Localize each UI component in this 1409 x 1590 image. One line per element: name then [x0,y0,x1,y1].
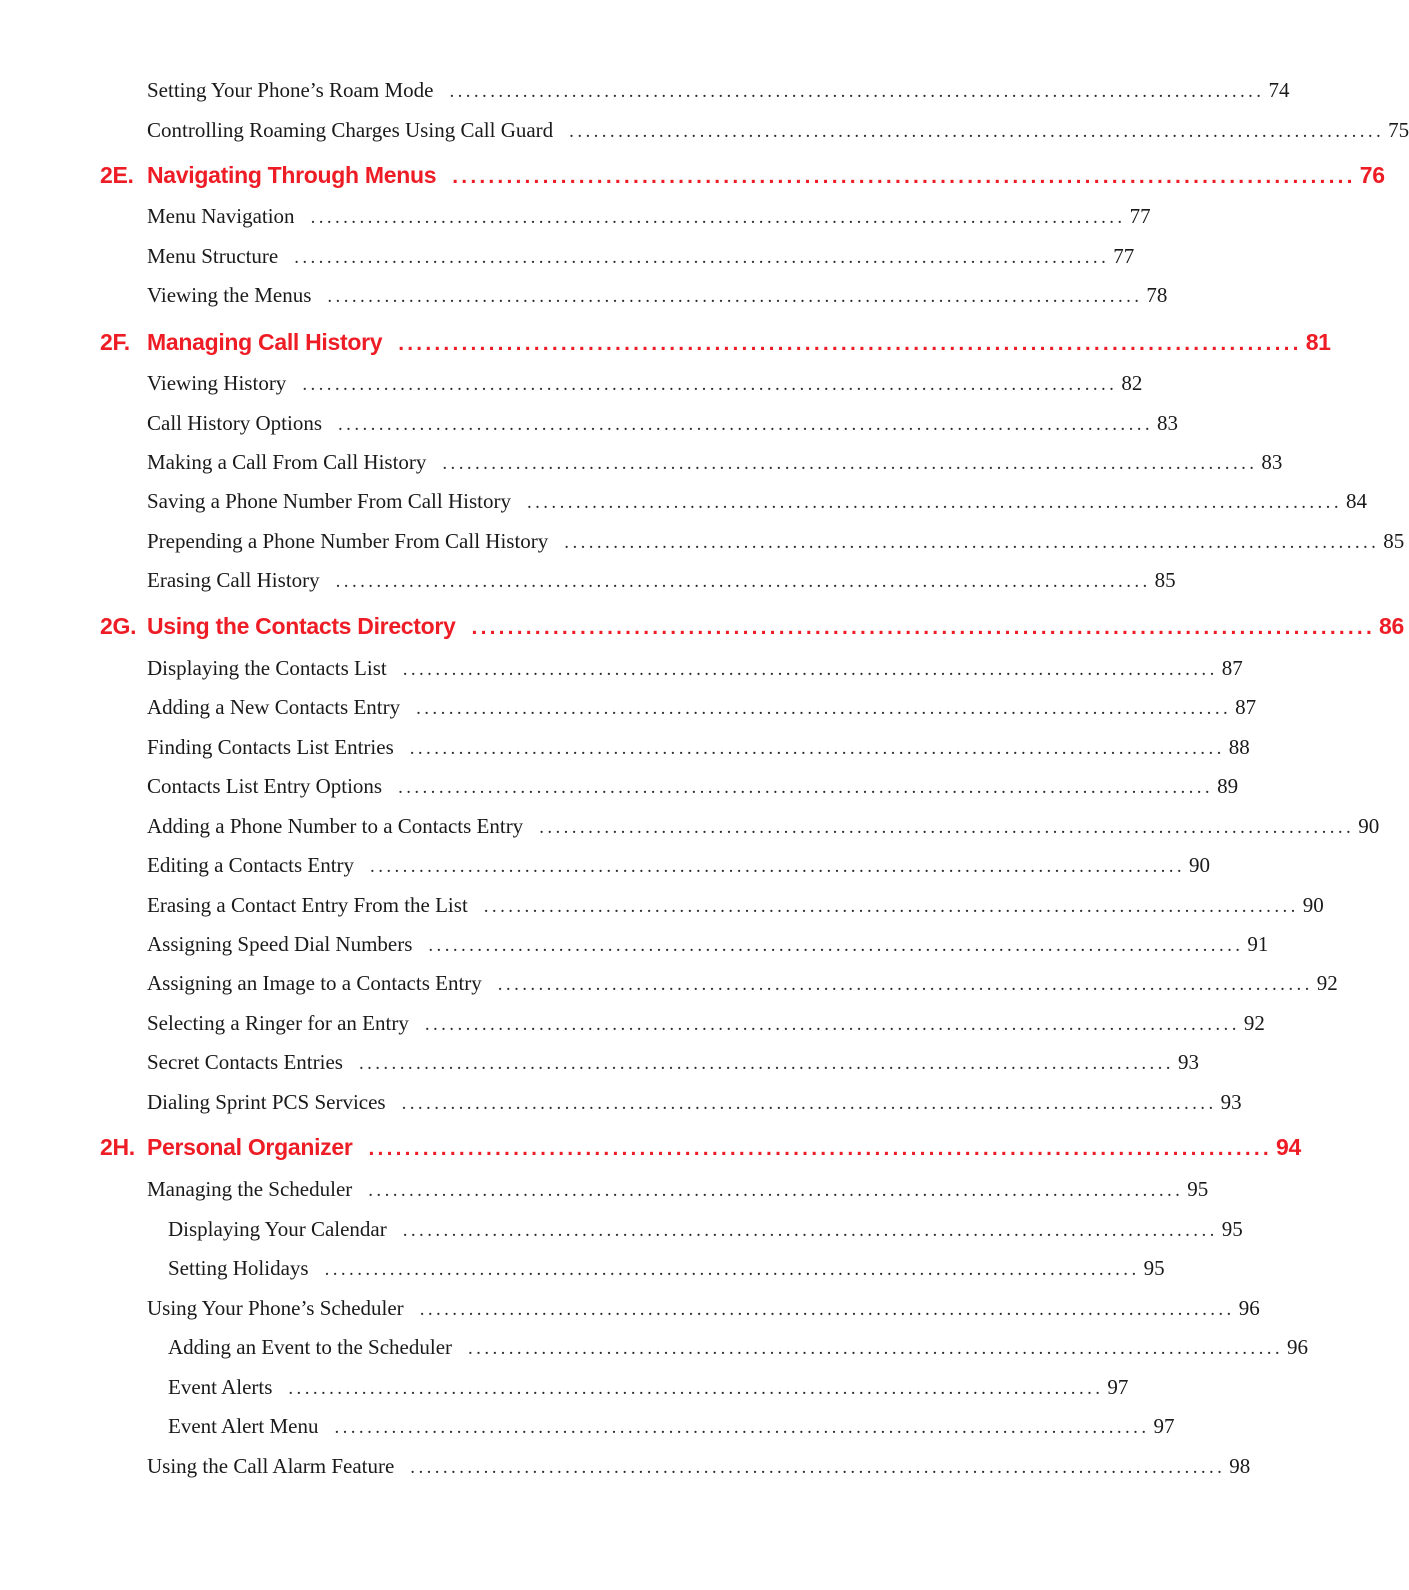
chapter-number: 2F. [100,329,130,355]
toc-subentry-title: Adding an Event to the Scheduler [168,1335,453,1359]
dot-leader: .................................................................................................... [402,1220,1218,1241]
toc-entry[interactable] [0,115,1409,145]
dot-leader: .................................................................................................... [483,896,1299,917]
toc-page-number: 92 [1316,971,1338,995]
toc-page-number: 91 [1247,932,1269,956]
toc-entry-title: Editing a Contacts Entry [147,853,355,877]
toc-chapter-2e[interactable] [0,160,1385,190]
dot-leader: .................................................................................................... [334,1417,1150,1438]
dot-leader: .................................................................................................... [358,1053,1174,1074]
toc-page-number: 93 [1177,1050,1199,1074]
chapter-number: 2G. [100,613,137,639]
toc-page-number: 77 [1113,244,1135,268]
dot-leader: .................................................................................................... [368,1137,1272,1160]
toc-page-number: 93 [1220,1090,1242,1114]
toc-subentry[interactable] [0,1332,1309,1362]
toc-entry-title: Finding Contacts List Entries [147,735,394,759]
dot-leader: .................................................................................................... [424,1014,1240,1035]
dot-leader: .................................................................................................... [497,974,1313,995]
chapter-title: Managing Call History [147,329,383,355]
dot-leader: .................................................................................................... [338,414,1154,435]
toc-entry[interactable] [0,75,1290,105]
toc-subentry-title: Event Alert Menu [168,1414,319,1438]
toc-entry[interactable] [0,280,1168,310]
chapter-number: 2H. [100,1134,135,1160]
toc-entry[interactable] [0,1008,1265,1038]
dot-leader: .................................................................................................... [416,698,1232,719]
dot-leader: .................................................................................................... [564,532,1380,553]
dot-leader: .................................................................................................... [468,1338,1284,1359]
toc-entry[interactable] [0,408,1179,438]
toc-page-number: 83 [1157,411,1179,435]
dot-leader: .................................................................................................... [302,374,1118,395]
toc-entry[interactable] [0,692,1257,722]
chapter-title: Personal Organizer [147,1134,353,1160]
toc-chapter-2h[interactable] [0,1132,1301,1162]
chapter-title: Navigating Through Menus [147,162,437,188]
toc-page-number: 83 [1261,450,1283,474]
toc-page-number: 88 [1228,735,1250,759]
toc-entry-title: Displaying the Contacts List [147,656,387,680]
toc-page-number: 97 [1107,1375,1129,1399]
toc-entry-title: Secret Contacts Entries [147,1050,343,1074]
toc-entry-title: Assigning an Image to a Contacts Entry [147,971,482,995]
toc-page-number: 87 [1221,656,1243,680]
toc-page-number: 98 [1229,1454,1251,1478]
dot-leader: .................................................................................................... [471,616,1375,639]
toc-subentry[interactable] [0,1411,1175,1441]
dot-leader: .................................................................................................... [569,121,1385,142]
toc-page-number: 95 [1143,1256,1165,1280]
chapter-number: 2E. [100,162,134,188]
toc-page-number: 89 [1217,774,1239,798]
toc-entry-title: Assigning Speed Dial Numbers [147,932,413,956]
toc-entry-title: Controlling Roaming Charges Using Call Guard [147,118,554,142]
toc-entry-title: Using the Call Alarm Feature [147,1454,395,1478]
toc-page-number: 77 [1129,204,1151,228]
toc-page-number: 95 [1187,1177,1209,1201]
toc-entry[interactable] [0,1174,1209,1204]
toc-page-number: 87 [1235,695,1257,719]
toc-entry-title: Erasing a Contact Entry From the List [147,893,468,917]
dot-leader: .................................................................................................... [401,1093,1217,1114]
toc-entry-title: Dialing Sprint PCS Services [147,1090,386,1114]
toc-entry-title: Adding a Phone Number to a Contacts Entry [147,814,524,838]
toc-subentry-title: Event Alerts [168,1375,273,1399]
dot-leader: .................................................................................................... [428,935,1244,956]
toc-page-number: 92 [1243,1011,1265,1035]
toc-entry[interactable] [0,929,1269,959]
toc-entry-title: Selecting a Ringer for an Entry [147,1011,409,1035]
dot-leader: .................................................................................................... [452,165,1356,188]
toc-entry-title: Contacts List Entry Options [147,774,383,798]
dot-leader: .................................................................................................... [335,571,1151,592]
toc-entry[interactable] [0,890,1324,920]
toc-entry-title: Adding a New Contacts Entry [147,695,401,719]
dot-leader: .................................................................................................... [449,81,1265,102]
toc-entry-title: Making a Call From Call History [147,450,427,474]
dot-leader: .................................................................................................... [310,207,1126,228]
toc-subentry[interactable] [0,1253,1165,1283]
dot-leader: .................................................................................................... [327,286,1143,307]
toc-entry-title: Viewing the Menus [147,283,312,307]
toc-entry[interactable] [0,811,1380,841]
chapter-page-number: 94 [1275,1134,1301,1160]
toc-page-number: 84 [1345,489,1367,513]
chapter-page-number: 81 [1305,329,1331,355]
toc-entry[interactable] [0,1087,1242,1117]
toc-page-number: 74 [1268,78,1290,102]
toc-entry[interactable] [0,241,1135,271]
toc-entry[interactable] [0,526,1405,556]
toc-entry[interactable] [0,653,1243,683]
toc-chapter-2g[interactable] [0,611,1404,641]
toc-subentry[interactable] [0,1214,1243,1244]
toc-entry-title: Menu Navigation [147,204,295,228]
dot-leader: .................................................................................................... [288,1378,1104,1399]
dot-leader: .................................................................................................... [398,777,1214,798]
toc-entry[interactable] [0,368,1143,398]
toc-entry-title: Saving a Phone Number From Call History [147,489,511,513]
toc-page-number: 75 [1388,118,1409,142]
toc-subentry[interactable] [0,1372,1129,1402]
toc-entry-title: Erasing Call History [147,568,320,592]
dot-leader: .................................................................................................... [370,856,1186,877]
toc-page-number: 85 [1154,568,1176,592]
dot-leader: .................................................................................................... [410,1457,1226,1478]
dot-leader: .................................................................................................... [526,492,1342,513]
toc-entry-title: Using Your Phone’s Scheduler [147,1296,404,1320]
toc-page-number: 96 [1287,1335,1309,1359]
toc-entry[interactable] [0,850,1211,880]
chapter-page-number: 86 [1379,613,1404,639]
toc-entry[interactable] [0,447,1283,477]
toc-entry-title: Managing the Scheduler [147,1177,353,1201]
toc-entry[interactable] [0,1293,1260,1323]
dot-leader: .................................................................................................... [324,1259,1140,1280]
toc-page-number: 90 [1302,893,1324,917]
dot-leader: .................................................................................................... [368,1180,1184,1201]
toc-page-number: 82 [1121,371,1143,395]
dot-leader: .................................................................................................... [539,817,1355,838]
toc-page-number: 96 [1238,1296,1260,1320]
toc-entry[interactable] [0,968,1338,998]
toc-entry[interactable] [0,565,1176,595]
toc-chapter-2f[interactable] [0,327,1331,357]
toc-page-number: 90 [1189,853,1211,877]
toc-entry-title: Prepending a Phone Number From Call History [147,529,549,553]
toc-page-number: 97 [1153,1414,1175,1438]
chapter-title: Using the Contacts Directory [147,613,456,639]
toc-subentry-title: Displaying Your Calendar [168,1217,387,1241]
dot-leader: .................................................................................................... [409,738,1225,759]
toc-entry[interactable] [0,1047,1199,1077]
dot-leader: .................................................................................................... [398,332,1302,355]
toc-entry-title: Setting Your Phone’s Roam Mode [147,78,434,102]
dot-leader: .................................................................................................... [419,1299,1235,1320]
toc-page-number: 78 [1146,283,1168,307]
toc-subentry-title: Setting Holidays [168,1256,309,1280]
toc-page-number: 90 [1358,814,1380,838]
toc-entry[interactable] [0,1451,1251,1481]
toc-entry-title: Viewing History [147,371,287,395]
toc-entry[interactable] [0,732,1250,762]
dot-leader: .................................................................................................... [294,247,1110,268]
toc-page-number: 85 [1383,529,1405,553]
toc-page-number: 95 [1221,1217,1243,1241]
toc-entry[interactable] [0,201,1151,231]
dot-leader: .................................................................................................... [402,659,1218,680]
toc-entry[interactable] [0,486,1367,516]
toc-entry[interactable] [0,771,1239,801]
toc-entry-title: Call History Options [147,411,323,435]
toc-entry-title: Menu Structure [147,244,279,268]
dot-leader: .................................................................................................... [442,453,1258,474]
chapter-page-number: 76 [1359,162,1385,188]
